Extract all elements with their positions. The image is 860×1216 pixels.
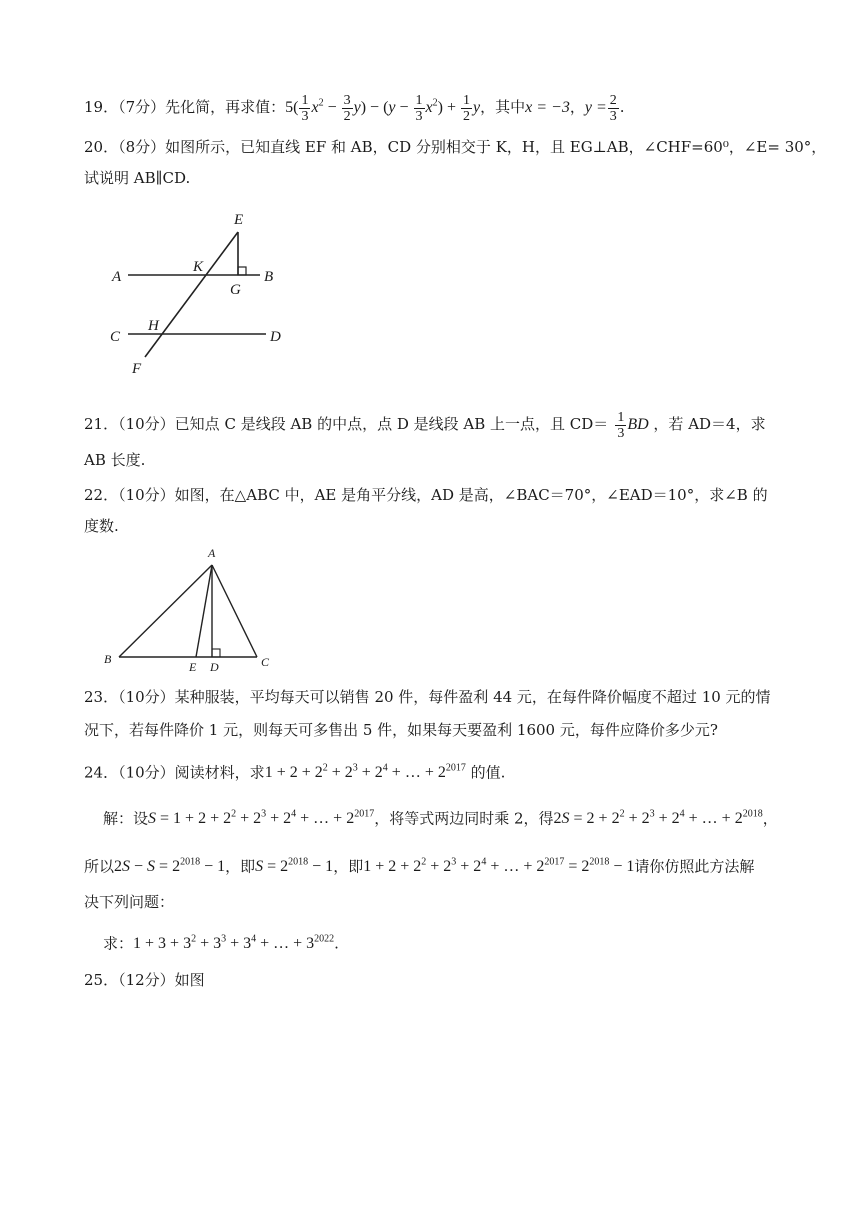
label-C: C <box>110 329 121 345</box>
side-ac <box>212 565 257 657</box>
label-C: C <box>261 655 270 669</box>
label-A: A <box>208 546 216 560</box>
q24-line1: 24．（10分）阅读材料，求$1 + 2 + 2^2 + 2^3 + 2^4$ + … + $2^{2017}$ 的值. <box>84 763 506 782</box>
label-A: A <box>112 269 122 285</box>
label-D: D <box>270 329 281 345</box>
label-G: G <box>230 282 241 298</box>
q19-expression: 5( $\frac{1}{3}$ $x^2$ − $\frac{3}{2}$ y) − (y − $\frac{1}{3}$ $x^2$) + $\frac{1}{2}$ y <box>285 93 481 124</box>
label-E: E <box>234 212 244 228</box>
label-F: F <box>132 361 142 377</box>
q23-line2: 况下，若每件降价 1 元，则每天可多售出 5 件，如果每天要盈利 1600 元，每件应降价多少元? <box>84 721 718 739</box>
q24-solution-line2: 所以$2S - S = 2^{2018} - 1$，即$S = 2^{2018} - 1$，即$1 + 2 + 2^2 + 2^3 + 2^4$ + … + $2^{2017} = 2^{2018} - 1$请你仿照此方法解 <box>84 857 755 876</box>
q23-line1: 23．（10分）某种服装，平均每天可以销售 20 件，每件盈利 44 元，在每件降价幅度不超过 10 元的情 <box>84 688 771 706</box>
label-H: H <box>148 318 159 334</box>
q20-line1: 20．（8分）如图所示，已知直线 EF 和 AB，CD 分别相交于 K，H，且 EG⊥AB，∠CHF=60⁰，∠E= 30°， <box>84 138 827 156</box>
label-B: B <box>264 269 274 285</box>
q20-figure <box>100 205 300 380</box>
q20-line2: 试说明 AB∥CD. <box>84 169 191 187</box>
right-angle-mark <box>238 267 246 275</box>
q24-solution-line3: 决下列问题： <box>84 893 175 911</box>
q24-ask: 求：$1 + 3 + 3^2 + 3^3 + 3^4$ + … + $3^{2022}$. <box>103 934 339 953</box>
label-D: D <box>210 660 219 674</box>
label-K: K <box>193 259 204 275</box>
q19-head: 19．（7分）先化简，再求值： <box>84 98 286 117</box>
label-E: E <box>189 660 197 674</box>
right-angle-mark <box>212 649 220 657</box>
question-19: 19．（7分）先化简，再求值：5( $\frac{1}{3}$ $x^2$ − $\frac{3}{2}$ y) − (y − $\frac{1}{3}$ $x^2$) + $\frac{1}{2}$ y，其中x = −3，y = $\frac{2}{3}$ . <box>84 93 625 124</box>
q25-line1: 25．（12分）如图 <box>84 971 205 989</box>
q24-solution-line1: 解：设$S = 1 + 2 + 2^2 + 2^3 + 2^4$ + … + $2^{2017}$，将等式两边同时乘 2，得$2S = 2 + 2^2 + 2^3 + 2^4$ + … + $2^{2018}$， <box>103 809 778 828</box>
line-ef <box>145 232 238 357</box>
q22-line1: 22．（10分）如图，在△ABC 中，AE 是角平分线，AD 是高，∠BAC＝70°，∠EAD＝10°，求∠B 的 <box>84 486 768 504</box>
q22-line2: 度数. <box>84 517 119 535</box>
label-B: B <box>104 652 112 666</box>
q21-line1: 21．（10分）已知点 C 是线段 AB 的中点，点 D 是线段 AB 上一点，且 CD＝ $\frac{1}{3}$ BD ，若 AD＝4，求 <box>84 410 766 441</box>
q21-line2: AB 长度. <box>84 451 146 469</box>
q19-x-value: x = −3 <box>525 99 570 117</box>
q22-figure <box>100 545 290 675</box>
